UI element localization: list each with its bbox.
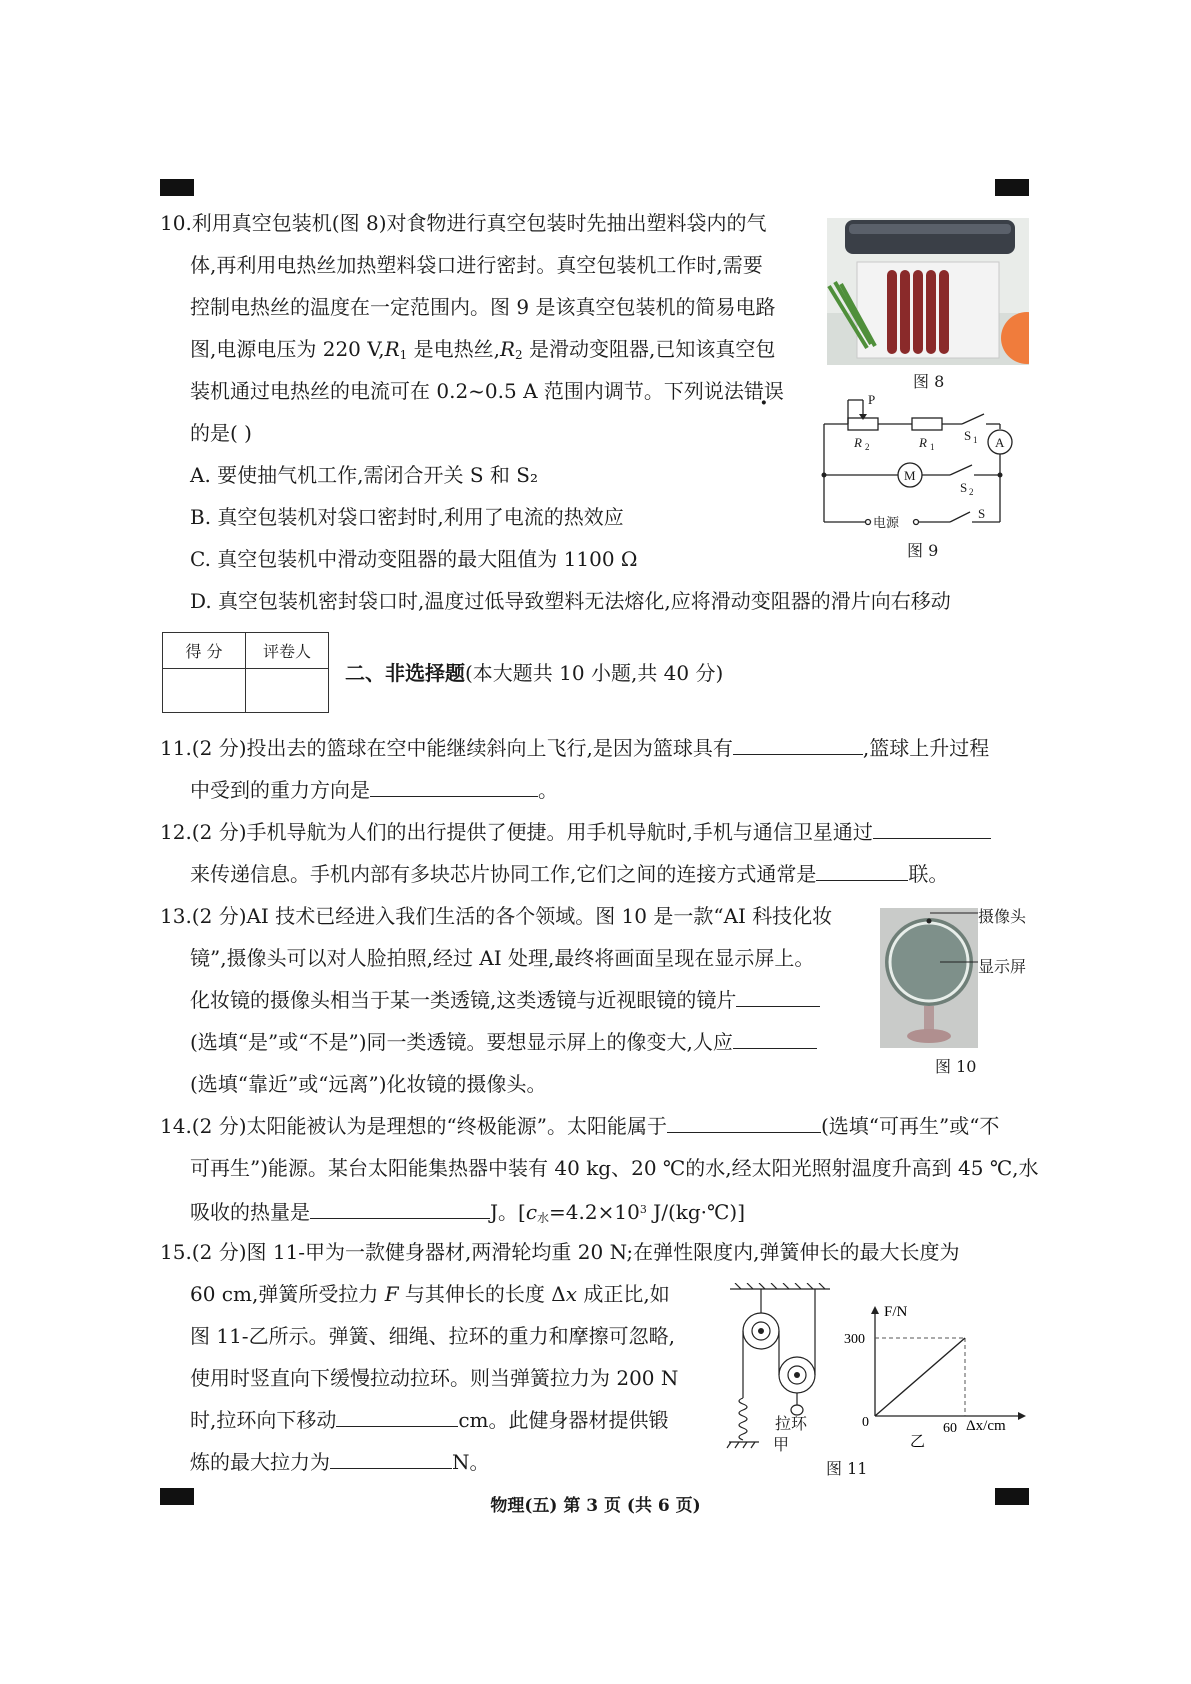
question-15-line-2: 60 cm,弹簧所受拉力 F 与其伸长的长度 Δx 成正比,如	[190, 1282, 670, 1306]
question-13-line-5: (选填“靠近”或“远离”)化妆镜的摄像头。	[190, 1072, 547, 1096]
corner-mark-top-right	[995, 179, 1029, 196]
question-14-line-2: 可再生”)能源。某台太阳能集热器中装有 40 kg、20 ℃的水,经太阳光照射温度升高到 45 ℃,水	[190, 1156, 1039, 1180]
grader-cell[interactable]	[246, 669, 329, 713]
q11-blank-1[interactable]	[733, 736, 863, 755]
question-15-line-4: 使用时竖直向下缓慢拉动拉环。则当弹簧拉力为 200 N	[190, 1366, 679, 1390]
label-s2-sub: 2	[969, 487, 974, 497]
q10-line-4: 图,电源电压为 220 $V,R_1$ 是电热丝$,R_2$ 是滑动变阻器,已知该真空包	[190, 337, 776, 362]
label-power: 电源	[873, 515, 900, 530]
series-line	[875, 1338, 965, 1416]
switch-s	[950, 512, 970, 522]
y-axis-label: F/N	[884, 1304, 908, 1320]
question-11-line-1: 11.(2 分)投出去的篮球在空中能继续斜向上飞行,是因为篮球具有 ,篮球上升过程	[160, 736, 990, 760]
figure-9-circuit	[820, 392, 1020, 532]
q10-option-d: D. 真空包装机密封袋口时,温度过低导致塑料无法熔化,应将滑动变阻器的滑片向右移动	[190, 589, 951, 613]
page-footer: 物理(五) 第 3 页 (共 6 页)	[490, 1496, 701, 1516]
x-axis-label: Δx/cm	[966, 1418, 1006, 1434]
label-jia: 甲	[773, 1435, 790, 1454]
question-11-line-2: 中受到的重力方向是 。	[190, 778, 558, 802]
question-15-line-1: 15.(2 分)图 11-甲为一款健身器材,两滑轮均重 20 N;在弹性限度内,弹簧伸长的最大长度为	[160, 1240, 960, 1264]
q12-blank-1[interactable]	[873, 820, 991, 839]
figure-8-photo	[827, 218, 1029, 365]
switch-s1	[962, 414, 984, 424]
score-table	[162, 632, 329, 713]
label-r1-sub: 1	[930, 442, 935, 452]
q10-line-2: 体,再利用电热丝加热塑料袋口进行密封。真空包装机工作时,需要	[190, 253, 763, 277]
question-13-line-1: 13.(2 分)AI 技术已经进入我们生活的各个领域。图 10 是一款“AI 科技化妆	[160, 904, 833, 928]
q10-option-b: B. 真空包装机对袋口密封时,利用了电流的热效应	[190, 505, 624, 529]
q13-blank-1[interactable]	[736, 988, 820, 1007]
label-r1: R	[919, 435, 927, 450]
question-12-line-2: 来传递信息。手机内部有多块芯片协同工作,它们之间的连接方式通常是 联。	[190, 862, 949, 886]
q13-blank-2[interactable]	[733, 1030, 817, 1049]
label-r2-sub: 2	[865, 442, 870, 452]
question-13-line-2: 镜”,摄像头可以对人脸拍照,经过 AI 处理,最终将画面呈现在显示屏上。	[190, 946, 815, 970]
switch-s2	[950, 465, 972, 475]
q15-blank-1[interactable]	[336, 1408, 458, 1427]
figure-9-caption: 图 9	[907, 541, 939, 560]
q15-blank-2[interactable]	[330, 1450, 452, 1469]
q10-line-5: 装机通过电热丝的电流可在 0.2~0.5 A 范围内调节。下列说法错误	[190, 379, 784, 403]
corner-mark-top-left	[160, 179, 194, 196]
label-screen: 显示屏	[978, 957, 1027, 976]
q10-line-1: 10.利用真空包装机(图 8)对食物进行真空包装时先抽出塑料袋内的气	[160, 211, 767, 235]
label-r2: R	[854, 435, 862, 450]
label-yi: 乙	[910, 1434, 926, 1448]
label-camera: 摄像头	[978, 907, 1027, 926]
q14-blank-2[interactable]	[310, 1200, 490, 1219]
resistor-r1	[912, 418, 942, 430]
spring	[739, 1398, 747, 1440]
x-tick-label-60: 60	[943, 1421, 957, 1436]
score-cell[interactable]	[163, 669, 246, 713]
figure-11-yi-chart	[840, 1298, 1030, 1448]
label-motor: M	[904, 468, 916, 483]
q10-option-a: A. 要使抽气机工作,需闭合开关 S 和 S₂	[190, 463, 539, 487]
figure-8-caption: 图 8	[913, 372, 945, 391]
label-p: P	[868, 392, 876, 407]
q10-line-6: 的是( )	[190, 421, 252, 445]
question-14-line-1: 14.(2 分)太阳能被认为是理想的“终极能源”。太阳能属于 (选填“可再生”或“不	[160, 1114, 1000, 1138]
question-13-line-3: 化妆镜的摄像头相当于某一类透镜,这类透镜与近视眼镜的镜片	[190, 988, 820, 1012]
q10-option-c: C. 真空包装机中滑动变阻器的最大阻值为 1100 Ω	[190, 547, 638, 571]
figure-10-leader-lines	[930, 905, 978, 965]
question-13-line-4: (选填“是”或“不是”)同一类透镜。要想显示屏上的像变大,人应	[190, 1030, 817, 1054]
label-pull-ring: 拉环	[775, 1414, 808, 1433]
figure-11-caption: 图 11	[826, 1459, 868, 1478]
question-15-line-6: 炼的最大拉力为 N。	[190, 1450, 490, 1474]
figure-10-caption: 图 10	[935, 1057, 977, 1076]
question-12-line-1: 12.(2 分)手机导航为人们的出行提供了便捷。用手机导航时,手机与通信卫星通过	[160, 820, 991, 844]
y-tick-label: 300	[844, 1332, 865, 1347]
label-ammeter: A	[995, 435, 1005, 450]
score-header: 得 分	[163, 633, 246, 669]
emphasis-wrong: 错误	[743, 379, 784, 403]
label-s2: S	[960, 480, 968, 495]
label-s: S	[978, 506, 986, 521]
x-tick-label-origin: 0	[862, 1415, 869, 1430]
question-15-line-5: 时,拉环向下移动 cm。此健身器材提供锻	[190, 1408, 669, 1432]
question-15-line-3: 图 11-乙所示。弹簧、细绳、拉环的重力和摩擦可忽略,	[190, 1324, 675, 1348]
section-2-heading: 二、非选择题(本大题共 10 小题,共 40 分)	[345, 661, 724, 685]
q11-blank-2[interactable]	[370, 778, 538, 797]
label-s1: S	[964, 428, 972, 443]
grader-header: 评卷人	[246, 633, 329, 669]
label-s1-sub: 1	[973, 435, 978, 445]
q10-line-3: 控制电热丝的温度在一定范围内。图 9 是该真空包装机的简易电路	[190, 295, 776, 319]
question-14-line-3: 吸收的热量是 J。[$c_水=4.2\times 10^3$ J/(kg·℃)]	[190, 1200, 746, 1225]
q14-blank-1[interactable]	[667, 1114, 821, 1133]
q12-blank-2[interactable]	[816, 862, 908, 881]
